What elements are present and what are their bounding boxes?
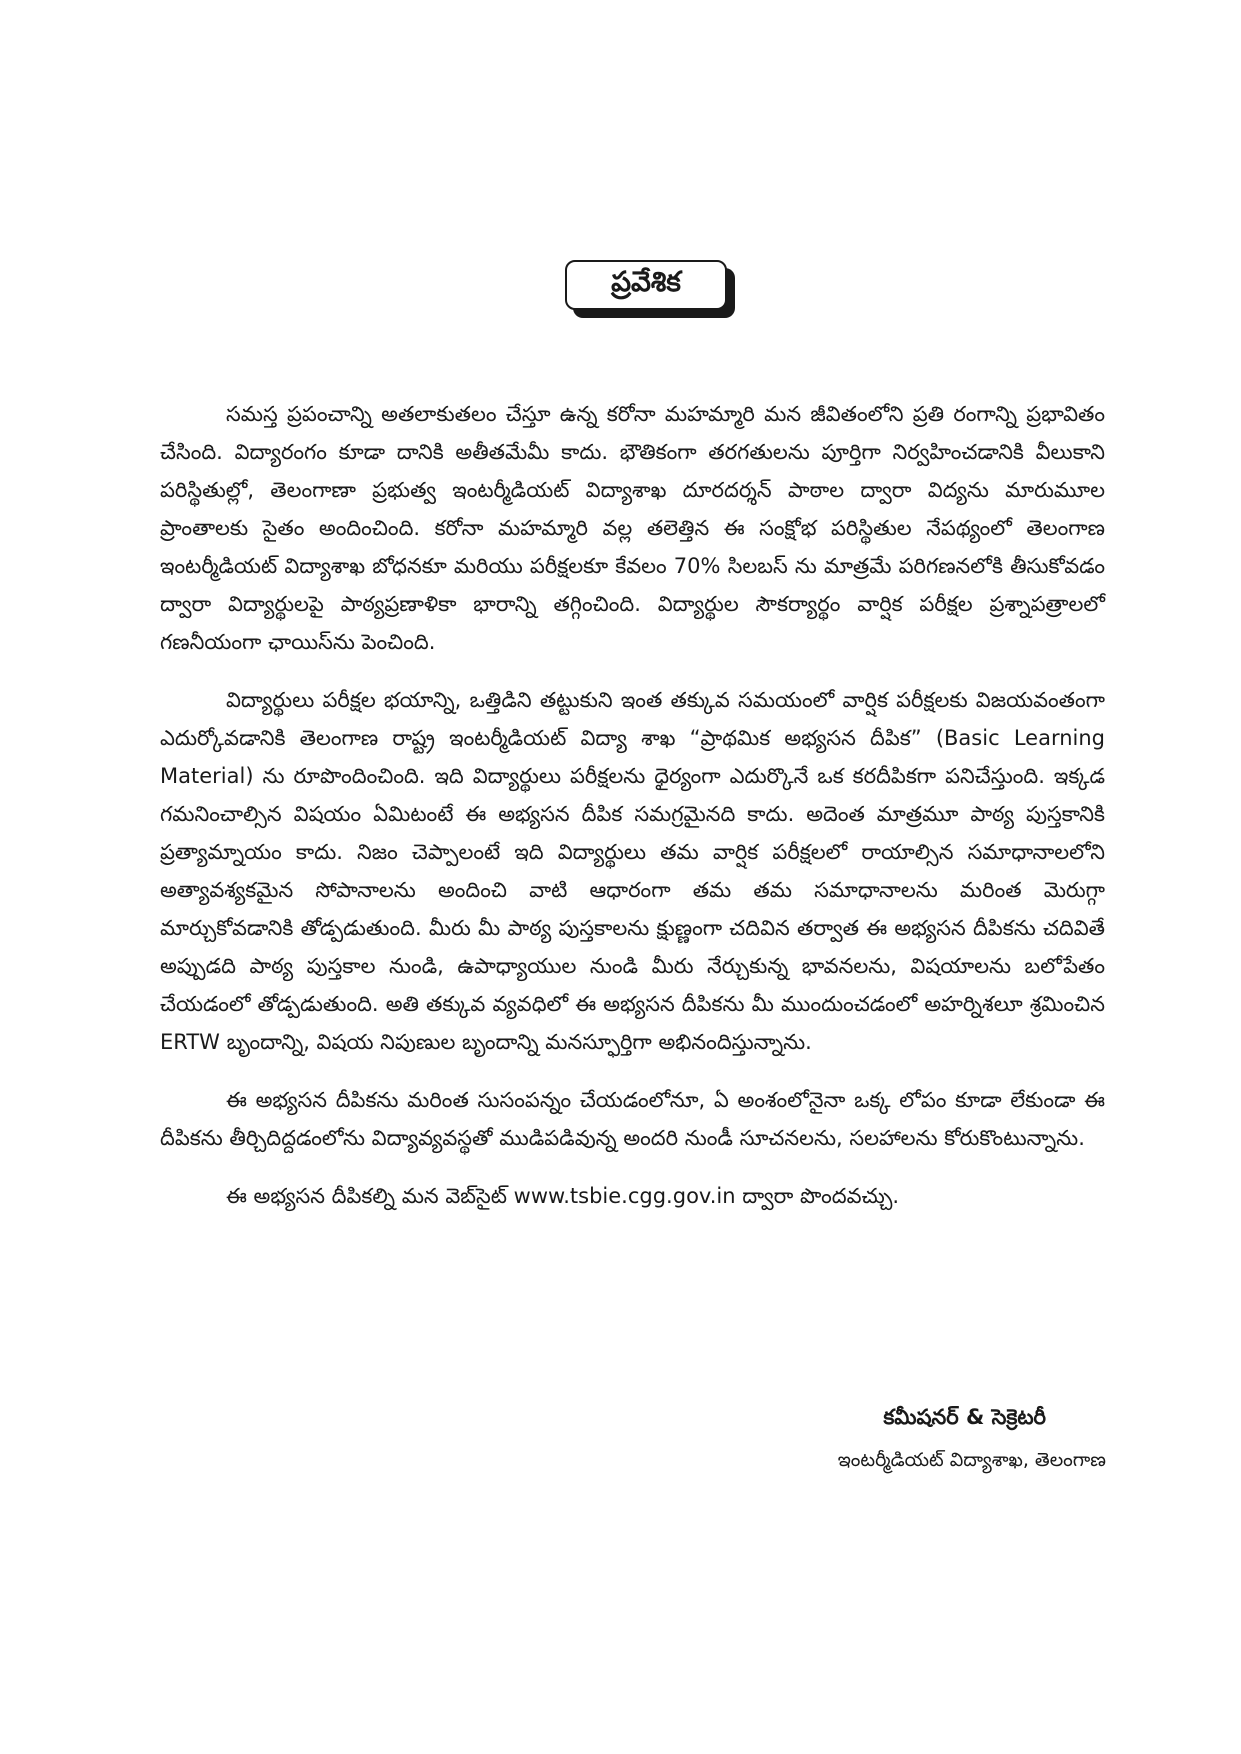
heading-box	[565, 260, 735, 318]
paragraph-2: విద్యార్థులు పరీక్షల భయాన్ని, ఒత్తిడిని తట్టుకుని ఇంత తక్కువ సమయంలో వార్షిక పరీక్షలకు విజయవంతంగా ఎదుర్కోవడానికి తెలంగాణ రాష్ట్ర ఇంటర్మీడియట్ విద్యా శాఖ “ప్రాథమిక అభ్యసన దీపిక” (Basic Learning Material) ను రూపొందించింది. ఇది విద్యార్థులు పరీక్షలను ధైర్యంగా ఎదుర్కొనే ఒక కరదీపికగా పనిచేస్తుంది. ఇక్కడ గమనించాల్సిన విషయం ఏమిటంటే ఈ అభ్యసన దీపిక సమగ్రమైనది కాదు. అదెంత మాత్రమూ పాఠ్య పుస్తకానికి ప్రత్యామ్నాయం కాదు. నిజం చెప్పాలంటే ఇది విద్యార్థులు తమ వార్షిక పరీక్షలలో రాయాల్సిన సమాధానాలలోని అత్యావశ్యకమైన సోపానాలను అందించి వాటి ఆధారంగా తమ తమ సమాధానాలను మరింత మెరుగ్గా మార్చుకోవడానికి తోడ్పడుతుంది. మీరు మీ పాఠ్య పుస్తకాలను క్షుణ్ణంగా చదివిన తర్వాత ఈ అభ్యసన దీపికను చదివితే అప్పుడది పాఠ్య పుస్తకాల నుండి, ఉపాధ్యాయుల నుండి మీరు నేర్చుకున్న భావనలను, విషయాలను బలోపేతం చేయడంలో తోడ్పడుతుంది. అతి తక్కువ వ్యవధిలో ఈ అభ్యసన దీపికను మీ ముందుంచడంలో అహర్నిశలూ శ్రమించిన ERTW బృందాన్ని, విషయ నిపుణుల బృందాన్ని మనస్ఫూర్తిగా అభినందిస్తున్నాను.	[160, 688, 1105, 1054]
paragraph-4: ఈ అభ్యసన దీపికల్ని మన వెబ్‌సైట్ www.tsbie.cgg.gov.in ద్వారా పొందవచ్చు.	[226, 1184, 900, 1208]
signature-block	[838, 1405, 1106, 1476]
paragraph-3: ఈ అభ్యసన దీపికను మరింత సుసంపన్నం చేయడంలోనూ, ఏ అంశంలోనైనా ఒక్క లోపం కూడా లేకుండా ఈ దీపికను తీర్చిదిద్దడంలోను విద్యావ్యవస్థతో ముడిపడివున్న అందరి నుండీ సూచనలను, సలహాలను కోరుకొంటున్నాను.	[160, 1088, 1105, 1150]
signatory-title: కమీషనర్ & సెక్రెటరీ	[883, 1405, 1046, 1429]
body-text	[160, 395, 1105, 1235]
signatory-organization: ఇంటర్మీడియట్ విద్యాశాఖ, తెలంగాణ	[837, 1449, 1106, 1471]
page-title: ప్రవేశిక	[565, 260, 727, 310]
paragraph-1: సమస్త ప్రపంచాన్ని అతలాకుతలం చేస్తూ ఉన్న కరోనా మహమ్మారి మన జీవితంలోని ప్రతి రంగాన్ని ప్రభావితం చేసింది. విద్యారంగం కూడా దానికి అతీతమేమీ కాదు. భౌతికంగా తరగతులను పూర్తిగా నిర్వహించడానికి వీలుకాని పరిస్థితుల్లో, తెలంగాణా ప్రభుత్వ ఇంటర్మీడియట్ విద్యాశాఖ దూరదర్శన్ పాఠాల ద్వారా విద్యను మారుమూల ప్రాంతాలకు సైతం అందించింది. కరోనా మహమ్మారి వల్ల తలెత్తిన ఈ సంక్షోభ పరిస్థితుల నేపథ్యంలో తెలంగాణ ఇంటర్మీడియట్ విద్యాశాఖ బోధనకూ మరియు పరీక్షలకూ కేవలం 70% సిలబస్ ను మాత్రమే పరిగణనలోకి తీసుకోవడం ద్వారా విద్యార్థులపై పాఠ్యప్రణాళికా భారాన్ని తగ్గించింది. విద్యార్థుల సౌకర్యార్థం వార్షిక పరీక్షల ప్రశ్నాపత్రాలలో గణనీయంగా ఛాయిస్‌ను పెంచింది.	[160, 402, 1105, 654]
